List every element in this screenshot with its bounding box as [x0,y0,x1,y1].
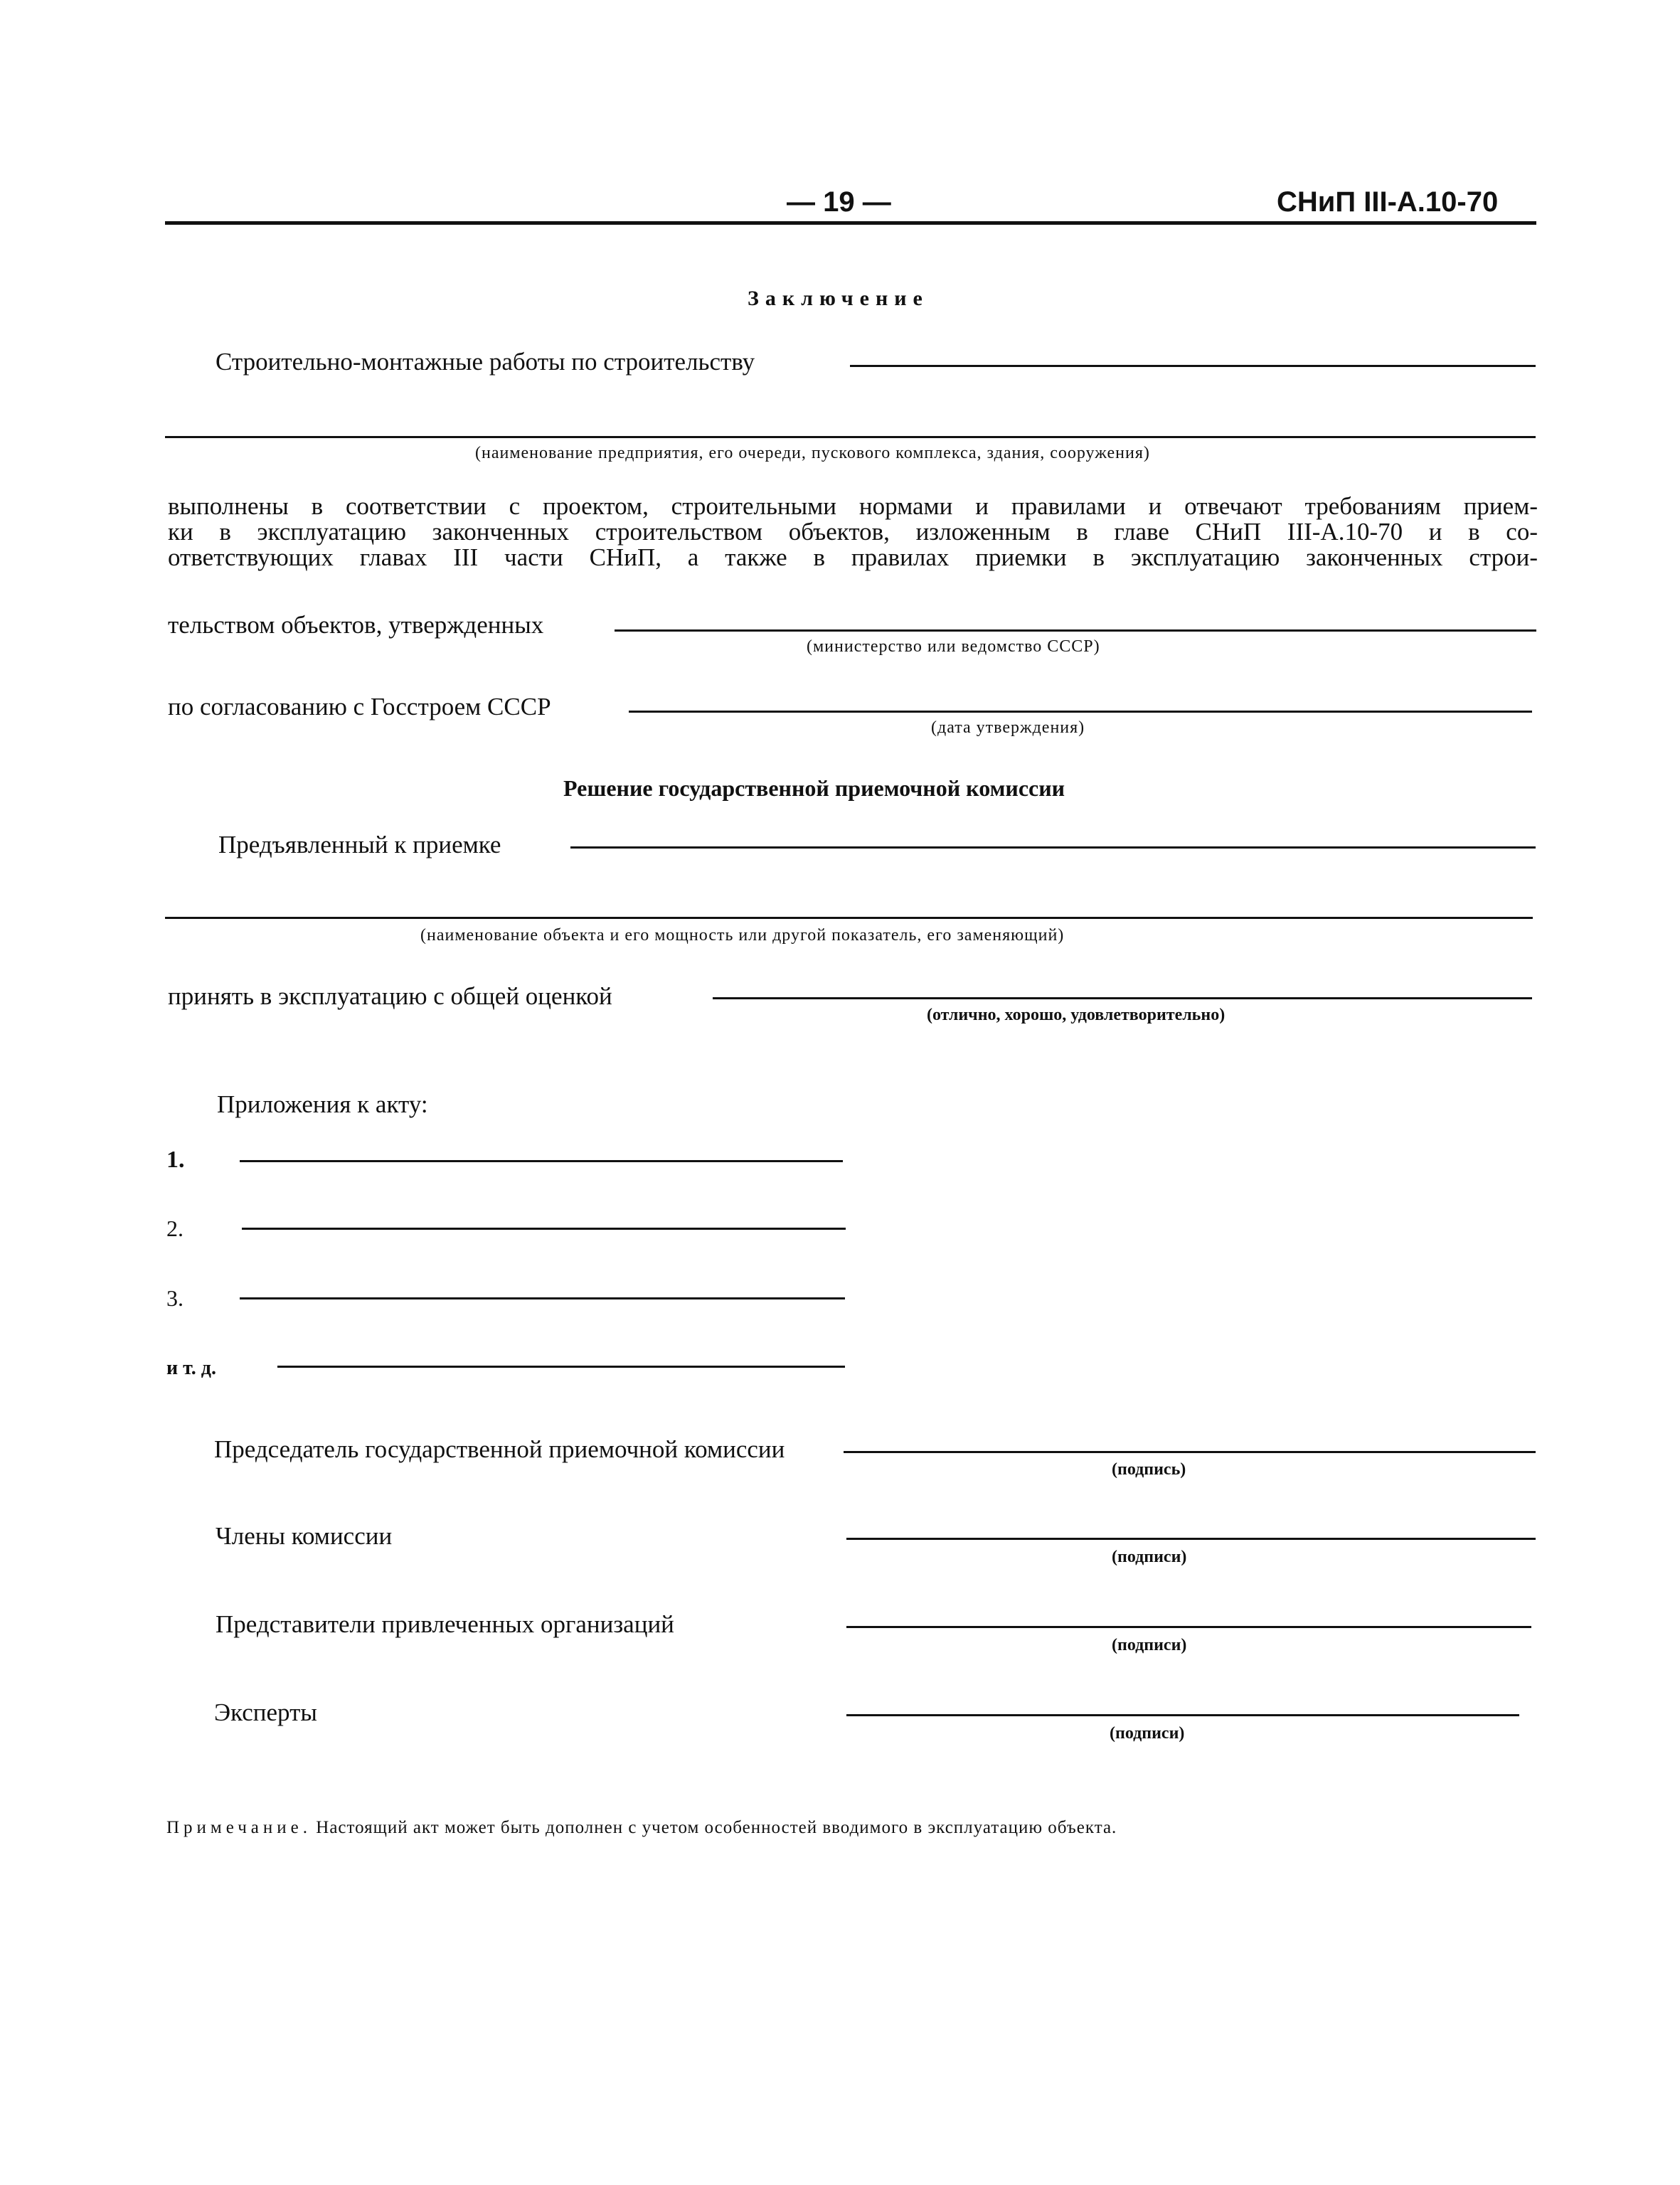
attachment-number: 2. [166,1216,184,1241]
works-caption: (наименование предприятия, его очереди, пускового комплекса, здания, сооружения) [475,444,1150,462]
works-field-line-2[interactable] [165,436,1536,438]
paragraph-line: ответствующих главах III части СНиП, а также в правилах приемки в эксплуатацию законченных строи- [168,543,1538,571]
accept-field-line[interactable] [713,997,1532,999]
members-caption: (подписи) [1112,1548,1187,1566]
document-code: СНиП III-А.10-70 [1277,186,1499,218]
note-label: Примечание. [166,1818,312,1837]
conclusion-paragraph [168,494,1538,570]
experts-caption: (подписи) [1110,1724,1185,1743]
attachment-field-line[interactable] [240,1297,845,1299]
attachment-number: и т. д. [166,1357,216,1379]
accept-label: принять в эксплуатацию с общей оценкой [168,982,612,1010]
paragraph-line: выполнены в соответствии с проектом, строительными нормами и правилами и отвечают требованиям прием- [168,492,1538,520]
agreement-label: по согласованию с Госстроем СССР [168,693,551,721]
header-rule [165,221,1536,225]
agreement-caption: (дата утверждения) [931,718,1085,737]
presented-label: Предъявленный к приемке [218,831,501,858]
attachments-title: Приложения к акту: [217,1090,428,1118]
decision-title: Решение государственной приемочной комиссии [563,775,1065,801]
attachment-field-line[interactable] [242,1228,846,1230]
approved-caption: (министерство или ведомство СССР) [807,637,1100,656]
representatives-caption: (подписи) [1112,1636,1187,1654]
attachment-number: 3. [166,1285,184,1311]
page-number: — 19 — [787,186,891,218]
accept-caption: (отлично, хорошо, удовлетворительно) [927,1006,1226,1024]
chairman-caption: (подпись) [1112,1460,1186,1479]
experts-label: Эксперты [214,1698,317,1726]
works-label: Строительно-монтажные работы по строительству [216,348,755,376]
experts-signature-line[interactable] [846,1714,1519,1716]
representatives-label: Представители привлеченных организаций [216,1610,674,1638]
presented-caption: (наименование объекта и его мощность или другой показатель, его заменяющий) [420,926,1065,945]
note-text: Настоящий акт может быть дополнен с учетом особенностей вводимого в эксплуатацию объекта. [316,1818,1117,1837]
attachment-field-line[interactable] [240,1160,843,1162]
paragraph-line: ки в эксплуатацию законченных строительством объектов, изложенным в главе СНиП III-А.10-70 и в со- [168,518,1538,546]
conclusion-title: Заключение [748,287,929,310]
approved-field-line[interactable] [615,629,1536,632]
presented-field-line[interactable] [570,846,1536,849]
attachment-number: 1. [166,1147,185,1173]
approved-label: тельством объектов, утвержденных [168,611,544,639]
representatives-signature-line[interactable] [846,1626,1531,1628]
agreement-field-line[interactable] [629,711,1532,713]
works-field-line[interactable] [850,365,1536,367]
members-signature-line[interactable] [846,1538,1536,1540]
chairman-label: Председатель государственной приемочной комиссии [214,1435,785,1463]
attachment-field-line[interactable] [277,1366,845,1368]
presented-field-line-2[interactable] [165,917,1533,919]
chairman-signature-line[interactable] [844,1451,1536,1453]
members-label: Члены комиссии [216,1522,393,1550]
note [166,1818,1117,1838]
